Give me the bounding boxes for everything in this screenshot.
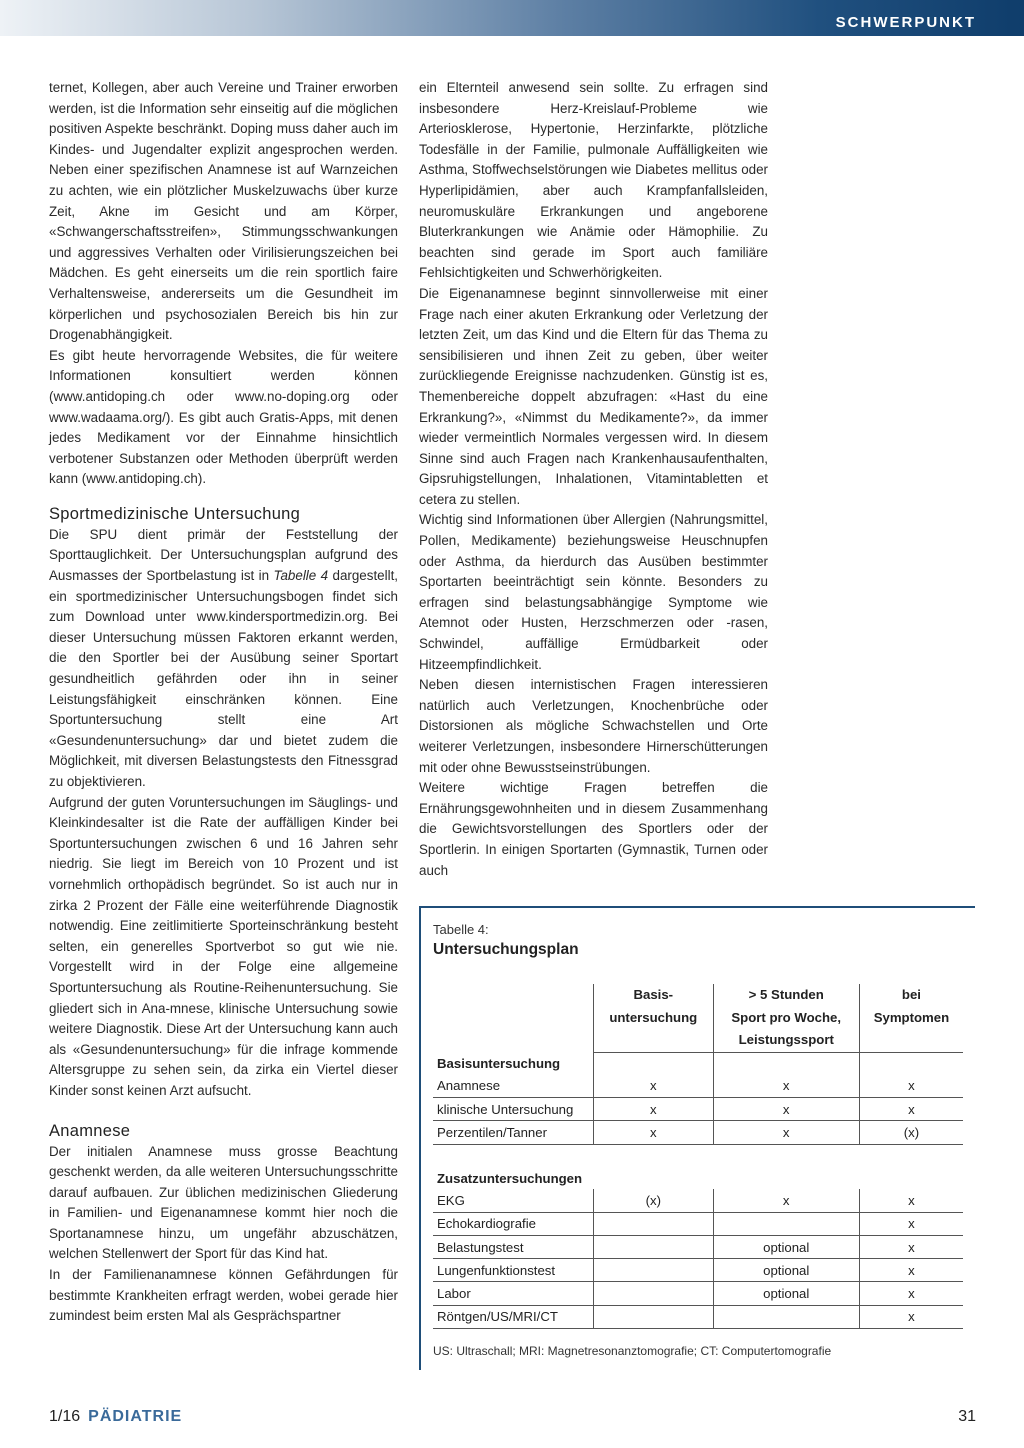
table-cell — [594, 1259, 714, 1282]
examination-plan-table — [433, 984, 963, 1329]
table-cell: x — [713, 1121, 859, 1144]
row-label: Perzentilen/Tanner — [433, 1121, 594, 1144]
paragraph: Weitere wichtige Fragen betreffen die Ernährungsgewohnheiten und in diesem Zusammenhang die Gewichtsvorstellungen des Sportlers oder der Sportlerin. In einigen Sportarten (Gymnastik, Turnen oder auch — [419, 780, 768, 878]
row-label: Belastungstest — [433, 1235, 594, 1258]
table-cell: x — [859, 1189, 963, 1212]
table-cell: (x) — [594, 1189, 714, 1212]
table-row — [433, 1212, 963, 1235]
table-row — [433, 1075, 963, 1098]
table-cell — [713, 1305, 859, 1328]
table-cell: x — [594, 1075, 714, 1098]
header-line: > 5 Stunden — [748, 987, 824, 1002]
header-empty — [433, 984, 594, 1052]
paragraph: Die Eigenanamnese beginnt sinnvollerweise mit einer Frage nach einer akuten Erkrankung oder Verletzung der letzten Zeit, um das Kind und die Eltern für das Thema zu sensibilisieren und ihnen Zeit zu geben, über weiter zurückliegende Ereignisse nachzudenken. Günstig ist es, Themenbereiche doppelt abzufragen: «Hast du eine Erkrankung?», «Nimmst du Medikamente?», da immer wieder vermeintlich Normales vergessen wird. In diesem Sinne sind auch Fragen nach Krankenhausaufenthalten, Gipsruhigstellungen, Inhalationen, Vitamintabletten et cetera zu stellen. — [419, 285, 768, 507]
table-cell — [859, 1144, 963, 1167]
header-line: untersuchung — [609, 1009, 698, 1025]
table-cell — [859, 1052, 963, 1075]
table-title: Untersuchungsplan — [433, 941, 579, 958]
table-cell — [594, 1305, 714, 1328]
journal-name: PÄDIATRIE — [88, 1408, 183, 1425]
table-caption: Tabelle 4: — [433, 922, 489, 937]
table-cell: x — [859, 1259, 963, 1282]
row-label: Lungenfunktionstest — [433, 1259, 594, 1282]
table-cell: x — [594, 1121, 714, 1144]
table-cell: x — [859, 1282, 963, 1305]
header-bar — [0, 0, 1024, 36]
table-cell: x — [859, 1075, 963, 1098]
paragraph: Wichtig sind Informationen über Allergien (Nahrungsmittel, Pollen, Medikamente) beziehungsweise Heuschnupfen oder Asthma, da hierdurch das Ausüben bestimmter Sportarten beeinträchtigt sein könnte. Besonders zu erfragen sind belastungsabhängige Symptome wie Atemnot oder Husten, Herzschmerzen oder -rasen, Schwindel, auffällige Ermüdbarkeit oder Hitzeempfindlichkeit. — [419, 512, 768, 672]
group-row — [433, 1167, 963, 1189]
row-label: Anamnese — [433, 1075, 594, 1098]
table-cell: x — [859, 1305, 963, 1328]
table-row — [433, 1235, 963, 1258]
group-label: Basisuntersuchung — [437, 1055, 561, 1071]
table-cell: x — [713, 1075, 859, 1098]
row-label: Echokardiografie — [433, 1212, 594, 1235]
header-line: Symptomen — [873, 1009, 950, 1025]
table-cell: optional — [713, 1235, 859, 1258]
issue-number: 1/16 — [49, 1408, 81, 1425]
group-label: Zusatzuntersuchungen — [437, 1170, 583, 1186]
table-cell — [859, 1167, 963, 1189]
paragraph-text: dargestellt, ein sportmedizinischer Untersuchungsbogen findet sich zum Download unter www.kindersportmedizin.org. Bei dieser Untersuchung müssen Faktoren erkannt werden, die den Sportler bei der Ausübung seiner Sportart gesundheitlich gefährden oder ihn in seiner Leistungsfähigkeit einschränken können. Eine Sportuntersuchung stellt eine Art «Gesundenuntersuchung» dar und bietet zudem die Möglichkeit, mit diversen Belastungstests den Fitnessgrad zu objektivieren. — [49, 568, 399, 789]
table-cell — [713, 1144, 859, 1167]
table-cell — [594, 1167, 714, 1189]
table-cell: (x) — [859, 1121, 963, 1144]
table-row — [433, 1189, 963, 1212]
table-row — [433, 1259, 963, 1282]
table-cell — [713, 1052, 859, 1075]
table-cell: optional — [713, 1282, 859, 1305]
header-line: Leistungssport — [738, 1032, 834, 1047]
table-row — [433, 1121, 963, 1144]
section-label: SCHWERPUNKT — [835, 14, 976, 31]
table-cell — [594, 1212, 714, 1235]
paragraph: Der initialen Anamnese muss grosse Beachtung geschenkt werden, da alle weiteren Untersuchungsschritte darauf aufbauen. Zur üblichen medizinischen Gliederung in Familien- und Eigenanamnese kommt hier noch die Sportanamnese hinzu, um ungefähr abzuschätzen, welchen Stellenwert der Sport für das Kind hat. — [49, 1143, 398, 1262]
heading-anamnese: Anamnese — [49, 1121, 131, 1140]
paragraph-text: Die SPU dient primär der Feststellung der Sporttauglichkeit. Der Untersuchungsplan aufgrund des Ausmasses der Sportbelastung ist in — [49, 526, 398, 584]
row-label: Röntgen/US/MRI/CT — [433, 1305, 594, 1328]
row-label: Labor — [433, 1282, 594, 1305]
header-basis — [594, 984, 714, 1052]
paragraph: ternet, Kollegen, aber auch Vereine und Trainer erworben werden, ist die Information sehr einseitig auf die möglichen positiven Aspekte beschränkt. Doping muss daher auch im Kindes- und Jugendalter explizit angesprochen werden. Neben einer spezifischen Anamnese ist auf Warnzeichen zu achten, wie ein plötzlicher Muskelzuwachs über kurze Zeit, Akne im Gesicht und am Körper, «Schwangerschaftsstreifen», Stimmungsschwankungen und aggressives Verhalten oder Virilisierungszeichen bei Mädchen. Es geht einerseits um die rein sportlich faire Verhaltensweise, andererseits um die Gesundheit im körperlichen und psychosozialen Bereich bis hin zur Drogenabhängigkeit. — [49, 80, 398, 343]
table-cell: optional — [713, 1259, 859, 1282]
table-cell: x — [859, 1235, 963, 1258]
header-line: Basis- — [633, 987, 674, 1002]
paragraph — [49, 525, 398, 793]
table-row — [433, 1098, 963, 1121]
header-line — [864, 1029, 959, 1052]
header-symptome — [859, 984, 963, 1052]
right-column — [419, 78, 768, 881]
left-column — [49, 78, 398, 1327]
header-line: bei — [901, 987, 921, 1002]
paragraph: Aufgrund der guten Voruntersuchungen im Säuglings- und Kleinkindesalter ist die Rate der auffälligen Kinder bei Sportuntersuchungen zwischen 6 und 16 Jahren sehr niedrig. Sie liegt im Bereich von 10 Prozent und ist vornehmlich orthopädisch begründet. So ist auch nur in zirka 2 Prozent der Fälle eine weiterführende Diagnostik notwendig. Eine zeitlimitierte Sporteinschränkung besteht selten, ein generelles Sportverbot so gut wie nie. Vorgestellt wird in der Folge eine allgemeine Sportuntersuchung als Routine-Reihenuntersuchung. Sie gliedert sich in Ana-mnese, klinische Untersuchung sowie weitere Diagnostik. Diese Art der Untersuchung kann auch als «Gesundenuntersuchung» für die infrage kommende Altersgruppe zu sehen sein, da zirka ein Viertel dieser Kinder sonst keinen Arzt aufsucht. — [49, 794, 398, 1098]
table-cell — [594, 1144, 714, 1167]
paragraph: Neben diesen internistischen Fragen interessieren natürlich auch Verletzungen, Knochenbrüche oder Distorsionen als mögliche Schwachstellen und Orte weiterer Verletzungen, insbesondere Hirnerschütterungen mit oder ohne Bewusstseinstrübungen. — [419, 677, 768, 775]
table-box — [419, 906, 975, 1370]
table-cell — [594, 1282, 714, 1305]
table-cell: x — [859, 1098, 963, 1121]
table-cell — [713, 1167, 859, 1189]
table-cell: x — [713, 1098, 859, 1121]
group-row — [433, 1052, 963, 1075]
table-cell — [594, 1235, 714, 1258]
header-line: Sport pro Woche, — [731, 1009, 842, 1025]
table-footnote: US: Ultraschall; MRI: Magnetresonanztomografie; CT: Computertomografie — [433, 1344, 832, 1358]
heading-sportmedizinische-untersuchung: Sportmedizinische Untersuchung — [49, 504, 301, 523]
header-leistungssport — [713, 984, 859, 1052]
row-label: EKG — [433, 1189, 594, 1212]
paragraph: In der Familienanamnese können Gefährdungen für bestimmte Krankheiten erfragt werden, wobei gerade hier zumindest beim ersten Mal als Gesprächspartner — [49, 1267, 398, 1324]
table-header-row — [433, 984, 963, 1052]
table-cell — [594, 1052, 714, 1075]
table-cell: x — [859, 1212, 963, 1235]
table-cell — [433, 1144, 594, 1167]
paragraph: ein Elternteil anwesend sein sollte. Zu erfragen sind insbesondere Herz-Kreislauf-Probleme wie Arteriosklerose, Hypertonie, Herzinfarkte, plötzliche Todesfälle in der Familie, pulmonale Auffälligkeiten wie Asthma, Stoffwechselstörungen wie Diabetes mellitus oder Hyperlipidämien, aber auch Krampfanfallsleiden, neuromuskuläre Erkrankungen und angeborene Bluterkrankungen wie Anämie oder Hämophilie. Zu beachten sind gerade im Sport auch familiäre Fehlsichtigkeiten und Schwerhörigkeiten. — [419, 80, 768, 281]
table-cell: x — [594, 1098, 714, 1121]
paragraph: Es gibt heute hervorragende Websites, die für weitere Informationen konsultiert werden können (www.antidoping.ch oder www.no-doping.org oder www.wadaama.org/). Es gibt auch Gratis-Apps, mit denen jedes Medikament vor der Einnahme hinsichtlich verbotener Substanzen oder Methoden überprüft werden kann (www.antidoping.ch). — [49, 347, 398, 487]
row-label: klinische Untersuchung — [433, 1098, 594, 1121]
header-line — [598, 1029, 709, 1052]
table-cell — [713, 1212, 859, 1235]
table-row — [433, 1282, 963, 1305]
footer-left — [49, 1408, 182, 1426]
page-number: 31 — [958, 1408, 976, 1425]
table-cell: x — [713, 1189, 859, 1212]
spacer-row — [433, 1144, 963, 1167]
table-reference: Tabelle 4 — [273, 568, 329, 584]
table-row — [433, 1305, 963, 1328]
